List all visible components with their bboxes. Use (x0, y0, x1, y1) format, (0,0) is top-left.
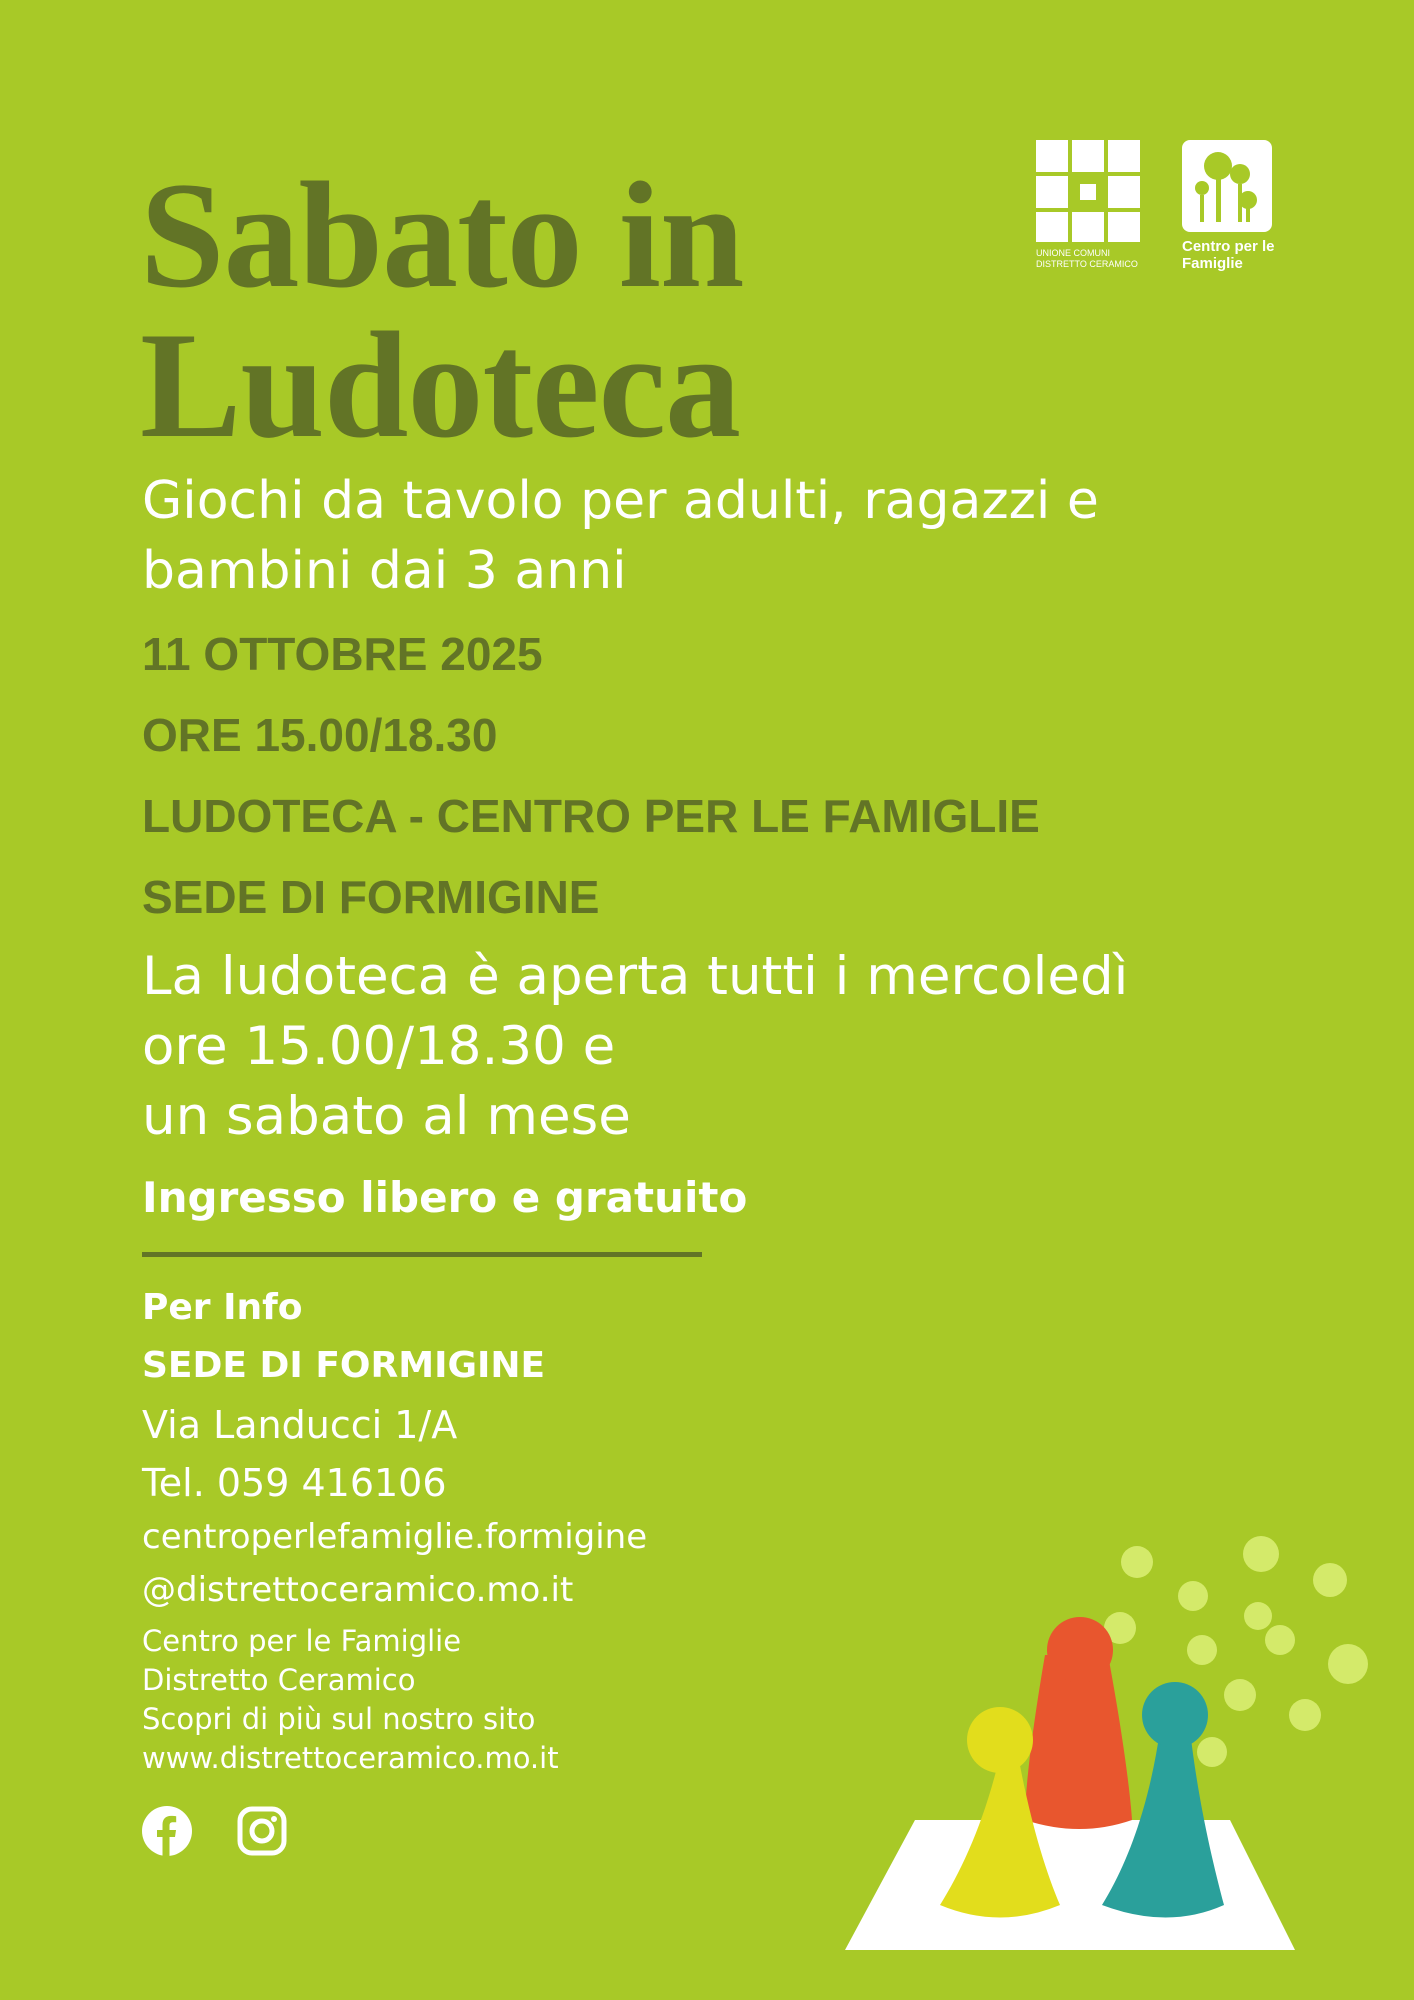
subtitle-line-2: bambini dai 3 anni (142, 541, 627, 601)
unione-grid-mark (1036, 140, 1140, 242)
contact-office: SEDE DI FORMIGINE (142, 1345, 546, 1386)
centro-famiglie-logo (1182, 140, 1292, 275)
entry-note: Ingresso libero e gratuito (142, 1173, 748, 1222)
subtitle-line-1: Giochi da tavolo per adulti, ragazzi e (142, 471, 1099, 531)
event-location: SEDE DI FORMIGINE (142, 871, 600, 923)
opening-line-3: un sabato al mese (142, 1086, 631, 1147)
board-game-illustration (840, 1530, 1400, 1960)
opening-line-2: ore 15.00/18.30 e (142, 1016, 616, 1077)
org-line-1: Centro per le Famiglie (142, 1624, 462, 1658)
org-line-2: Distretto Ceramico (142, 1663, 416, 1697)
event-venue: LUDOTECA - CENTRO PER LE FAMIGLIE (142, 790, 1040, 842)
unione-comuni-logo (1036, 140, 1146, 270)
unione-logo-text-1: UNIONE COMUNI (1036, 248, 1110, 258)
centro-logo-text-1: Centro per le (1182, 238, 1275, 255)
website-link[interactable]: www.distrettoceramico.mo.it (142, 1741, 559, 1775)
contact-email-1[interactable]: centroperlefamiglie.formigine (142, 1517, 648, 1557)
contact-heading: Per Info (142, 1287, 303, 1328)
facebook-icon[interactable] (142, 1806, 192, 1856)
instagram-icon[interactable] (237, 1806, 287, 1856)
page-title (140, 151, 1040, 469)
title-line-2: Ludoteca (140, 301, 740, 469)
subtitle (142, 466, 1142, 606)
centro-logo-text-2: Famiglie (1182, 255, 1243, 272)
red-pawn (1025, 1617, 1132, 1829)
event-time: ORE 15.00/18.30 (142, 709, 498, 761)
event-date: 11 OTTOBRE 2025 (142, 628, 543, 680)
divider (142, 1252, 702, 1257)
title-line-1: Sabato in (140, 151, 744, 319)
tree-family-icon (1182, 140, 1272, 232)
site-intro: Scopri di più sul nostro sito (142, 1702, 536, 1736)
contact-address: Via Landucci 1/A (142, 1403, 458, 1447)
game-board (845, 1820, 1295, 1950)
opening-line-1: La ludoteca è aperta tutti i mercoledì (142, 946, 1129, 1007)
opening-hours (142, 942, 1242, 1152)
decorative-dots (1104, 1536, 1368, 1767)
contact-email-2[interactable]: @distrettoceramico.mo.it (142, 1570, 574, 1610)
unione-logo-text-2: DISTRETTO CERAMICO (1036, 259, 1138, 269)
contact-phone: Tel. 059 416106 (142, 1461, 447, 1505)
